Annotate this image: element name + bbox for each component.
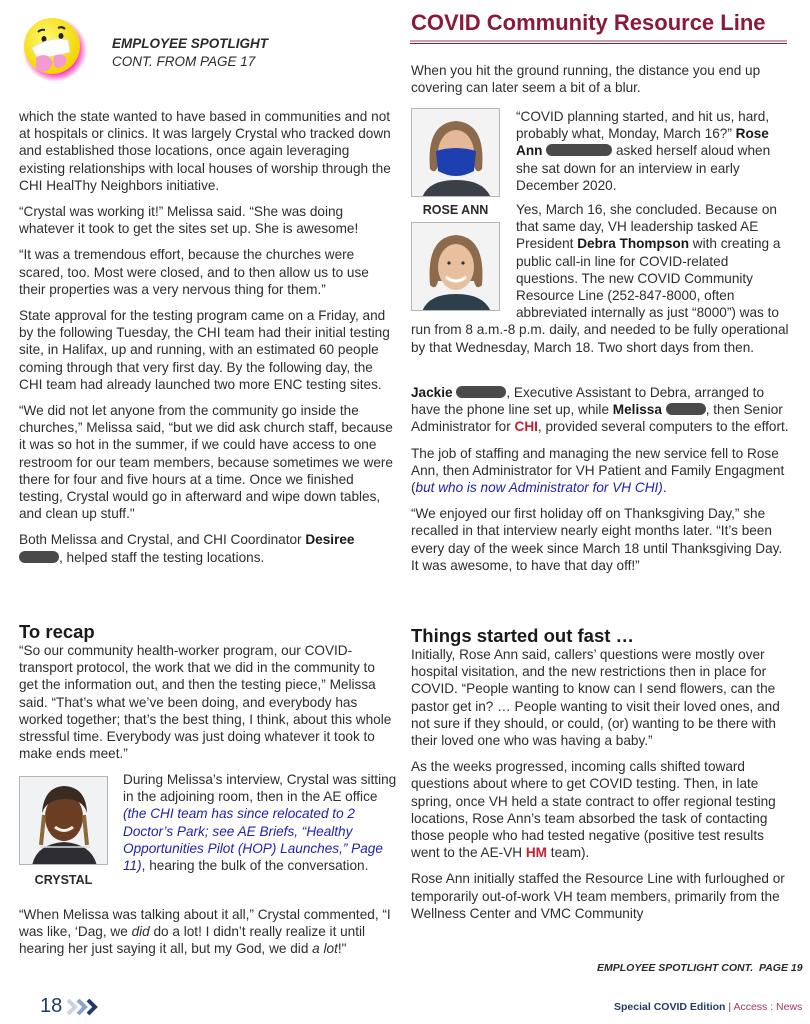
person-name: Desiree [305,532,355,548]
paragraph: Initially, Rose Ann said, callers’ questions were mostly over hospital visitation, and the new restrictions then in place for COVID. “People wanting to know can I send flowers, can the pastor get in? … People wanting to visit their loved ones, and not sure if they should, or could, (or) wanting to be there with their loved one who was having a baby.” [411,647,780,749]
paragraph: State approval for the testing program came on a Friday, and by the following Tuesday, the CHI team had their initial testing site, in Halifax, up and running, with an estimated 60 people coming through that very first day. By the following day, the CHI team had already launched two more ENC testing sites. [19,308,390,392]
edition-label: Special COVID Edition [614,1001,726,1013]
recap-section [19,622,394,771]
section-heading: To recap [19,621,95,642]
triple-chevron-right-icon [66,997,102,1017]
person-name: Jackie [411,385,453,400]
page-number: 18 [40,995,63,1017]
paragraph: “We enjoyed our first holiday off on Thanksgiving Day,” she recalled in that interview nearly eight months later. “It’s been every day of the week since March 18 until Thanksgiving Day. It was awesome, to have that day off!” [411,506,783,573]
crystal-portrait [19,776,108,865]
redacted-name [546,144,612,156]
redacted-name [456,386,506,398]
things-section: Things started out fast … Initially, Rose Ann said, callers’ questions were mostly over hospital visitation, and the new restrictions then in place for COVID. “People wanting to know can I send flowers, can the pastor get in? … People wanting to visit their loved ones, and not sure if they should, or could, (or) wanting to be there with their loved one who was having a baby.” As the weeks progressed, incoming calls shifted toward questions about where to get COVID testing. Then, in late spring, once VH held a state contract to offer regional testing locations, Rose Ann’s team absorbed the task of contacting those people who had tested negative (positive test results went to the AE-VH HM team). Rose Ann initially staffed the Resource Line with furloughed or temporarily out-of-work VH team members, primarily from the Wellness Center and VMC Community [411,626,791,931]
section-heading: Things started out fast … [411,625,635,646]
paragraph: Rose Ann initially staffed the Resource Line with furloughed or temporarily out-of-work VH team members, primarily from the Wellness Center and VMC Community [411,871,785,921]
note-italic: but who is now Administrator for VH CHI) [415,480,663,496]
left-column [19,108,394,575]
person-name: Rose Ann [516,126,769,159]
cross-reference-link[interactable]: (the CHI team has since relocated to 2 Doctor’s Park; see AE Briefs, “Healthy Opportunities Pilot (HOP) Launches,” Page 11) [123,806,383,874]
paragraph: “We did not let anyone from the community go inside the churches,” Melissa said, “but we did ask church staff, because it was so hot in the summer, if we could have access to one restroom for our team members, because sometimes we were there for four and five hours at a time. Once we finished testing, Crystal would go in afterward and wipe down tables, and clean up stuff." [19,403,393,522]
closing-quote: “When Melissa was talking about it all,” Crystal commented, “I was like, ‘Dag, we did do a lot! I didn’t really realize it until hearing her just saying it all, but my God, we did a lot!" [19,907,391,957]
quote-paragraph: “COVID planning started, and hit us, hard, probably what, Monday, March 16?” Rose Ann asked herself aloud when she sat down for an interview in early December 2020. [516,109,771,193]
paragraph: “Crystal was working it!” Melissa said. “She was doing whatever it took to get the sites set up. She is awesome! [19,204,359,237]
continued-on-label[interactable]: EMPLOYEE SPOTLIGHT CONT. PAGE 19 [597,962,803,974]
paragraph: “It was a tremendous effort, because the churches were scared, too. Most were closed, and to then allow us to use their properties was a very nervous thing for them.” [19,247,369,297]
resource-line-paragraph: Yes, March 16, she concluded. Because on that same day, VH leadership tasked AE President Debra Thompson with creating a public call-in line for COVID-related questions. The new COVID Community Resource Line (252-847-8000, often abbreviated internally as just “8000”) was to run from 8 a.m.-8 p.m. daily, and needed to be fully operational by that Wednesday, March 18. Two short days from then. [411,202,789,355]
article-title: COVID Community Resource Line [411,10,766,35]
photo-caption: ROSE ANN [422,203,489,217]
rose-ann-masked-portrait [411,108,500,197]
person-name: Melissa [612,402,662,418]
paragraph: Both Melissa and Crystal, and CHI Coordinator Desiree , helped staff the testing locations. [19,532,355,565]
paragraph: which the state wanted to have based in communities and not at hospitals or clinics. It was largely Crystal who tracked down and established those locations, once again leveraging existing relationships with local houses of worship through the CHI HealThy Neighbors initiative. [19,109,391,193]
brand-name: Access : News [733,1001,803,1013]
redacted-name [19,551,59,563]
photo-caption: CRYSTAL [34,873,93,887]
publication-footer [614,1001,802,1013]
section-kicker: EMPLOYEE SPOTLIGHT [112,36,269,51]
footer-separator: | [728,1001,732,1013]
continued-from-label: CONT. FROM PAGE 17 [112,54,256,69]
person-name: Debra Thompson [577,236,689,252]
right-column-body: Jackie , Executive Assistant to Debra, arranged to have the phone line set up, while Melissa , then Senior Administrator for CHI, provided several computers to the effort. The job of staffing and managing the new service fell to Rose Ann, then Administrator for VH Patient and Family Engagment (but who is now Administrator for VH CHI). “We enjoyed our first holiday off on Thanksgiving Day,” she recalled in that interview nearly eight months later. “It’s been every day of the week since March 18 until Thanksgiving Day. It was awesome, to have that day off!” [411,384,791,583]
intro-paragraph: When you hit the ground running, the distance you end up covering can later seem a bit of a blur. [411,63,761,96]
masked-hugging-emoji-icon [18,12,88,82]
chi-highlight: CHI [514,419,538,435]
hm-highlight: HM [525,845,548,861]
crystal-paragraph: During Melissa’s interview, Crystal was sitting in the adjoining room, then in the AE office (the CHI team has since relocated to 2 Doctor’s Park; see AE Briefs, “Healthy Opportunities Pilot (HOP) Launches,” Page 11), hearing the bulk of the conversation. [123,772,397,874]
title-rule-dark [410,43,787,44]
title-rule [410,40,787,42]
paragraph: “So our community health-worker program, our COVID-transport protocol, the work that we did in the community to get the information out, and then the testing piece,” Melissa said. “That’s what we’ve been doing, and everybody has worked together; that’s the best thing, I think, about this whole stressful time. Everybody was just doing whatever it took to make ends meet.” [19,643,392,762]
redacted-name [666,403,706,415]
